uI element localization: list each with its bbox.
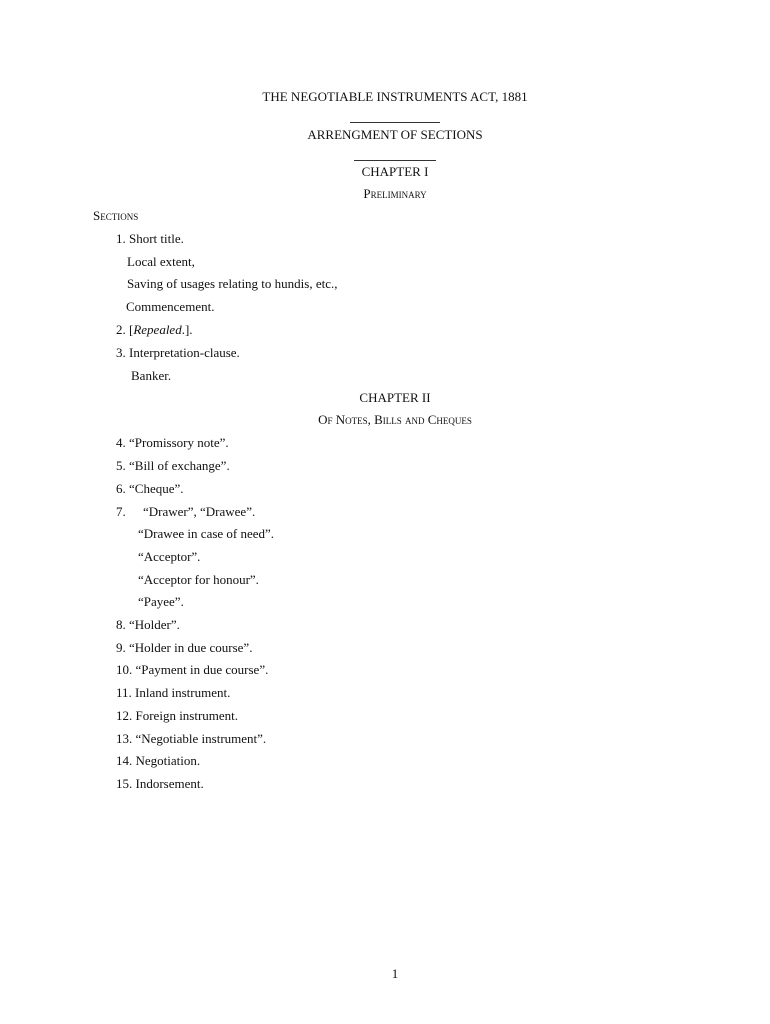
act-title: THE NEGOTIABLE INSTRUMENTS ACT, 1881 [262, 89, 528, 104]
section-subitem: Local extent, [127, 254, 195, 269]
section-item: 12. Foreign instrument. [116, 708, 239, 723]
repealed-text: Repealed [133, 322, 182, 337]
section-subitem: “Payee”. [138, 594, 184, 609]
chapter-1-heading: CHAPTER I [361, 164, 429, 179]
arrangement-heading: ARRENGMENT OF SECTIONS [307, 127, 483, 142]
section-subitem: Saving of usages relating to hundis, etc., [127, 276, 338, 291]
title-rule [0, 111, 770, 127]
section-item: “Drawer”, “Drawee”. [143, 504, 256, 519]
section-item: 11. Inland instrument. [116, 685, 231, 700]
section-item: 1. Short title. [116, 231, 184, 246]
section-subitem: Banker. [131, 368, 172, 383]
section-item: 15. Indorsement. [116, 776, 204, 791]
page-number: 1 [391, 966, 399, 981]
chapter-2-name: Of Notes, Bills and Cheques [318, 412, 472, 427]
section-prefix: 2. [ [116, 322, 134, 337]
section-suffix: .]. [181, 322, 193, 337]
section-subitem: “Acceptor for honour”. [138, 572, 259, 587]
section-item: 10. “Payment in due course”. [116, 662, 269, 677]
section-item: 13. “Negotiable instrument”. [116, 731, 267, 746]
sections-label: Sections [93, 208, 139, 223]
section-number: 7. [116, 504, 126, 519]
arrangement-rule [0, 149, 770, 165]
section-item: 8. “Holder”. [116, 617, 180, 632]
section-item: 5. “Bill of exchange”. [116, 458, 230, 473]
section-item: 6. “Cheque”. [116, 481, 184, 496]
chapter-1-name: Preliminary [363, 186, 427, 201]
section-item: 14. Negotiation. [116, 753, 201, 768]
section-item [116, 322, 193, 338]
section-item: 4. “Promissory note”. [116, 435, 229, 450]
section-item: 9. “Holder in due course”. [116, 640, 253, 655]
section-subitem: Commencement. [126, 299, 215, 314]
chapter-2-heading: CHAPTER II [359, 390, 431, 405]
section-subitem: “Drawee in case of need”. [138, 526, 275, 541]
section-item: 3. Interpretation-clause. [116, 345, 240, 360]
section-subitem: “Acceptor”. [138, 549, 201, 564]
